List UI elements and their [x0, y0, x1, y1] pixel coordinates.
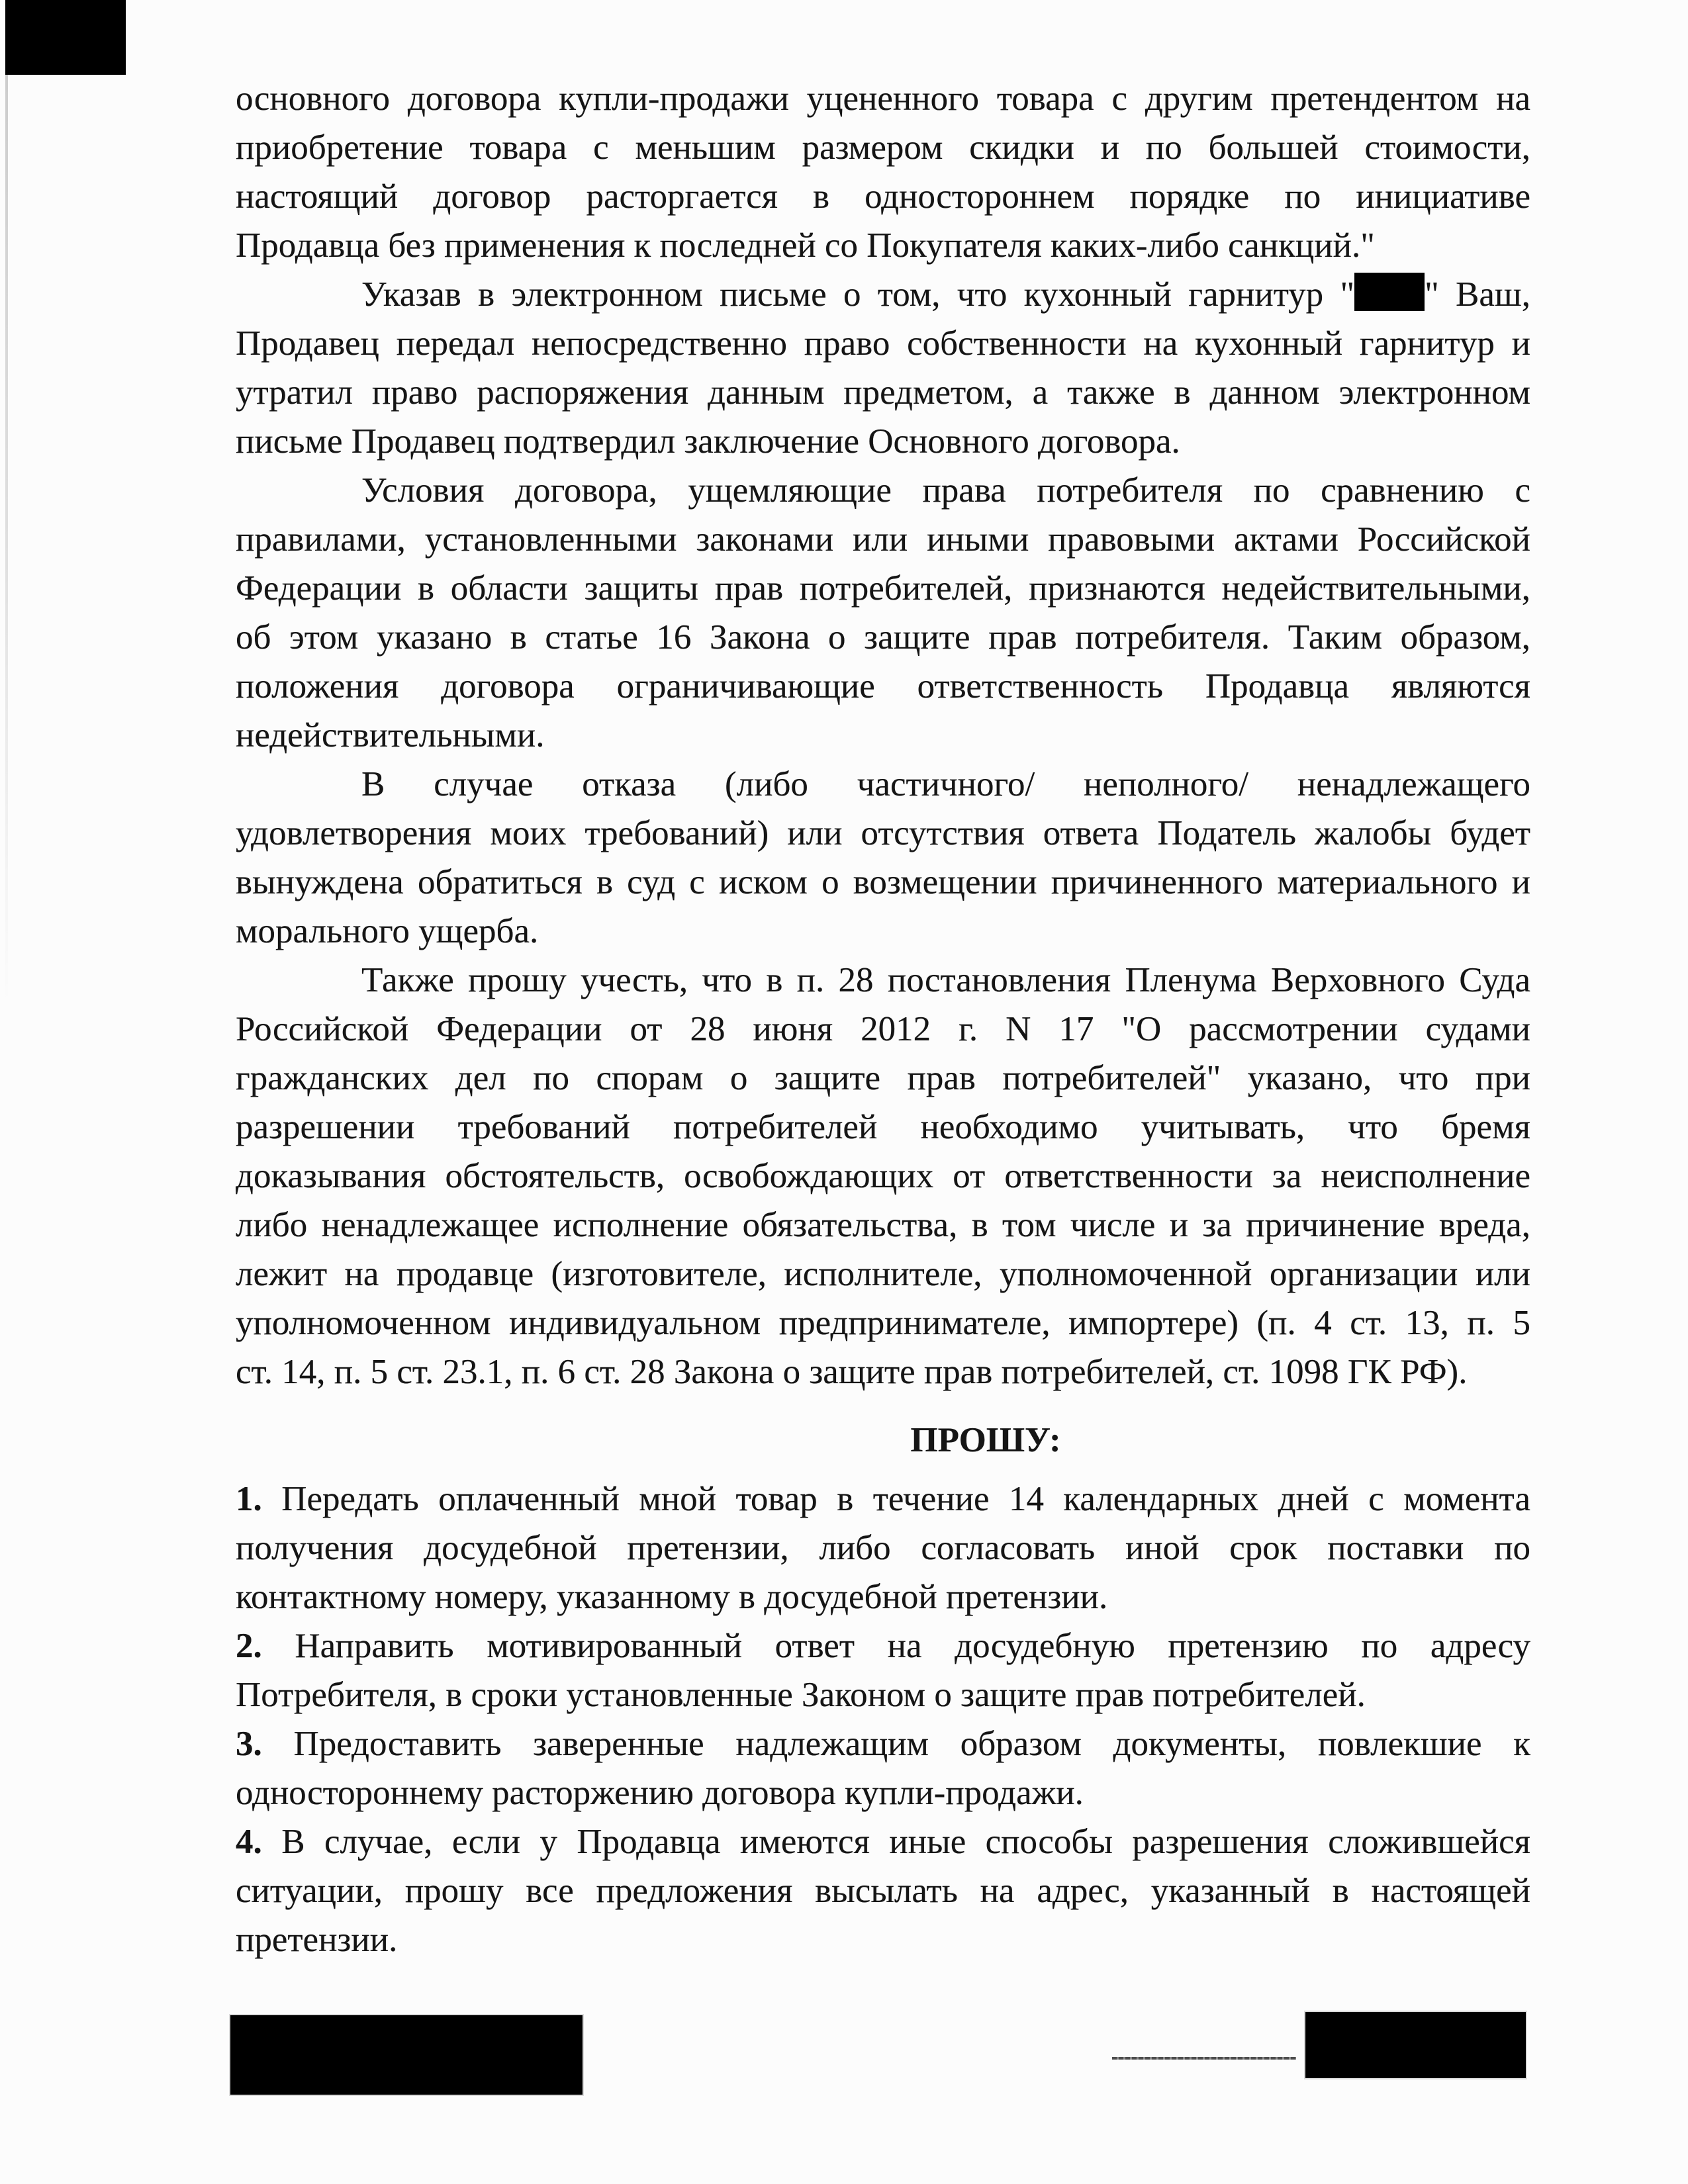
- redaction-header-stamp: [5, 0, 126, 75]
- text-line: положения договора ограничивающие ответственность Продавца являются: [236, 667, 1530, 705]
- item-number: 4.: [236, 1823, 282, 1861]
- text-line: лежит на продавце (изготовителе, исполнителе, уполномоченной организации или: [236, 1255, 1530, 1293]
- text-line: либо ненадлежащее исполнение обязательства, в том числе и за причинение вреда,: [236, 1206, 1530, 1244]
- item-number: 2.: [236, 1627, 295, 1665]
- text-line: доказывания обстоятельств, освобождающих от ответственности за неисполнение: [236, 1157, 1530, 1195]
- text-line: Потребителя, в сроки установленные Законом о защите прав потребителей.: [236, 1676, 1366, 1714]
- text-line: разрешении требований потребителей необходимо учитывать, что бремя: [236, 1108, 1530, 1146]
- item-number: 1.: [236, 1480, 282, 1518]
- signature-line: [1112, 2057, 1296, 2060]
- text-line: уполномоченном индивидуальном предпринимателе, импортере) (п. 4 ст. 13, п. 5: [236, 1304, 1530, 1342]
- claim-request-lines: [236, 1475, 1530, 1964]
- text-line: основного договора купли-продажи уцененного товара с другим претендентом на: [236, 79, 1530, 118]
- text-line: ситуации, прошу все предложения высылать на адрес, указанный в настоящей: [236, 1872, 1530, 1910]
- claim-body-lines: [236, 74, 1530, 1396]
- text-line: претензии.: [236, 1921, 398, 1959]
- text-line: приобретение товара с меньшим размером скидки и по большей стоимости,: [236, 128, 1530, 167]
- redaction-signatory-name: [230, 2015, 583, 2095]
- text-line: ст. 14, п. 5 ст. 23.1, п. 6 ст. 28 Закона о защите прав потребителей, ст. 1098 ГК РФ).: [236, 1353, 1468, 1391]
- text-line: 1. Передать оплаченный мной товар в течение 14 календарных дней с момента: [236, 1480, 1530, 1518]
- text-line: В случае отказа (либо частичного/ неполного/ ненадлежащего: [361, 765, 1530, 803]
- text-line: Также прошу учесть, что в п. 28 постановления Пленума Верховного Суда: [361, 961, 1530, 999]
- text-line: 2. Направить мотивированный ответ на досудебную претензию по адресу: [236, 1627, 1530, 1665]
- text-line: морального ущерба.: [236, 912, 539, 950]
- text-line: Продавец передал непосредственно право собственности на кухонный гарнитур и: [236, 324, 1530, 363]
- text-line: одностороннему расторжению договора купли-продажи.: [236, 1774, 1084, 1812]
- text-line: письме Продавец подтвердил заключение Основного договора.: [236, 422, 1180, 461]
- text-line: правилами, установленными законами или иными правовыми актами Российской: [236, 520, 1530, 559]
- text-line: об этом указано в статье 16 Закона о защите прав потребителя. Таким образом,: [236, 618, 1530, 657]
- text-line: Указав в электронном письме о том, что кухонный гарнитур " " Ваш,: [236, 270, 1530, 319]
- text-line: 4. В случае, если у Продавца имеются иные способы разрешения сложившейся: [236, 1823, 1530, 1861]
- scan-edge-artifact: [5, 0, 8, 1006]
- claim-text: [236, 74, 1530, 1964]
- item-number: 3.: [236, 1725, 294, 1763]
- text-line: получения досудебной претензии, либо согласовать иной срок поставки по: [236, 1529, 1530, 1567]
- text-line: Федерации в области защиты прав потребителей, признаются недействительными,: [236, 569, 1530, 608]
- text-line: контактному номеру, указанному в досудебной претензии.: [236, 1578, 1108, 1616]
- text-line: Условия договора, ущемляющие права потребителя по сравнению с: [361, 471, 1530, 510]
- request-heading: ПРОШУ:: [910, 1421, 1061, 1459]
- text-line: 3. Предоставить заверенные надлежащим образом документы, повлекшие к: [236, 1725, 1530, 1763]
- text-line: вынуждена обратиться в суд с иском о возмещении причиненного материального и: [236, 863, 1530, 901]
- redaction-product-name: [1354, 273, 1425, 311]
- text-line: недействительными.: [236, 716, 545, 754]
- text-line: утратил право распоряжения данным предметом, а также в данном электронном: [236, 373, 1530, 412]
- text-line: настоящий договор расторгается в одностороннем порядке по инициативе: [236, 177, 1530, 216]
- redaction-signature: [1305, 2012, 1526, 2078]
- text-line: Продавца без применения к последней со Покупателя каких-либо санкций.": [236, 226, 1375, 265]
- text-line: удовлетворения моих требований) или отсутствия ответа Податель жалобы будет: [236, 814, 1530, 852]
- text-line: гражданских дел по спорам о защите прав потребителей" указано, что при: [236, 1059, 1530, 1097]
- text-line: Российской Федерации от 28 июня 2012 г. N 17 "О рассмотрении судами: [236, 1010, 1530, 1048]
